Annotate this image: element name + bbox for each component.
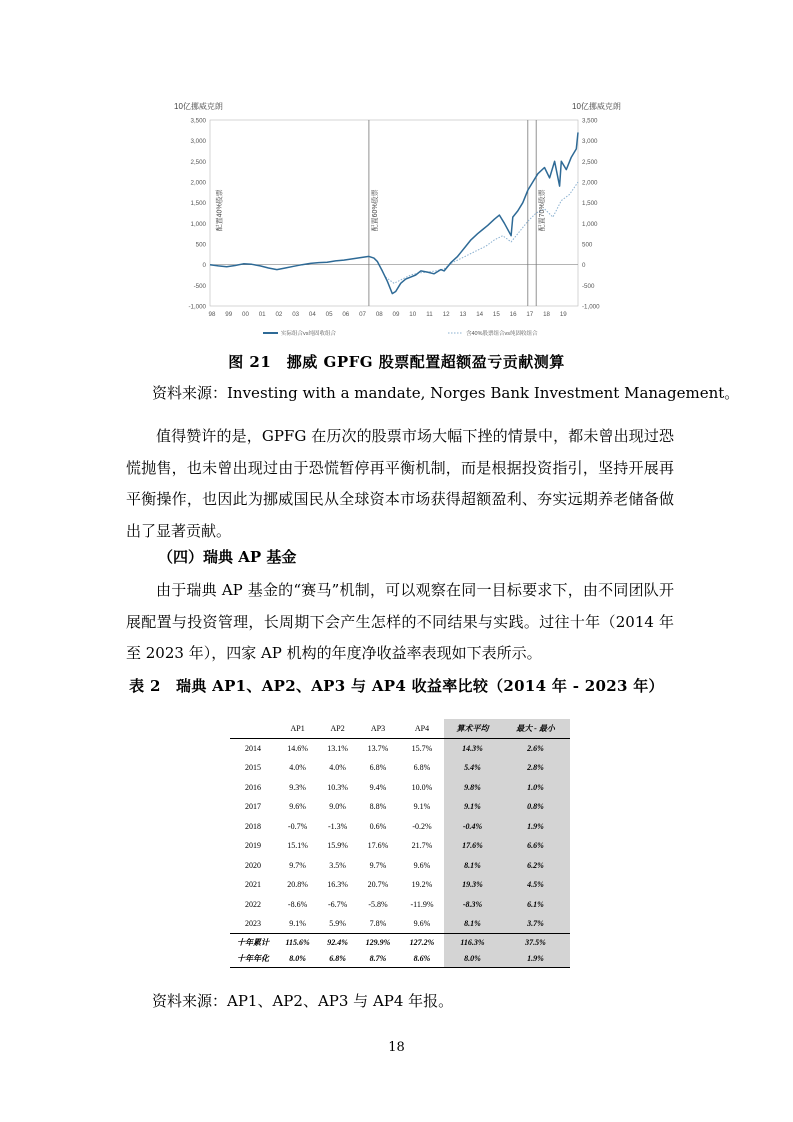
x-tick-label: 16: [509, 311, 517, 318]
table-cell: 6.2%: [501, 856, 570, 876]
header-cell: [230, 719, 276, 739]
table-cell: 13.7%: [367, 744, 389, 753]
gpfg-excess-return-chart: [168, 96, 621, 346]
year-cell: 2021: [245, 880, 261, 890]
table-cell: 14.3%: [444, 739, 501, 759]
year-cell: 2023: [245, 919, 261, 928]
header-cell: AP4: [400, 719, 444, 739]
body-paragraph-2: 由于瑞典 AP 基金的“赛马”机制，可以观察在同一目标要求下，由不同团队开展配置与投资管理，长周期下会产生怎样的不同结果与实践。过往十年（2014 年至 2023 年），四家 AP 机构的年度净收益率表现如下表所示。: [126, 581, 674, 662]
table-row: [230, 895, 570, 915]
x-tick-label: 01: [258, 311, 266, 318]
y-tick-label-right: -1,000: [582, 303, 600, 311]
table-cell: -0.7%: [287, 821, 308, 831]
table-cell: -0.2%: [412, 821, 432, 831]
x-tick-label: 06: [342, 311, 350, 318]
summary-label-cell: 十年累计: [230, 934, 276, 951]
table-cell: 3.5%: [329, 860, 346, 870]
table-row: [230, 817, 570, 837]
table-cell: 9.7%: [289, 860, 306, 870]
y-unit-right: 10亿挪威克朗: [572, 102, 621, 111]
table-cell: 20.7%: [367, 880, 389, 890]
summary-cell: 127.2%: [400, 934, 444, 951]
x-tick-label: 18: [543, 311, 550, 318]
summary-cell: 129.9%: [356, 934, 400, 951]
table-cell: 20.8%: [287, 880, 308, 890]
chart-grid: [210, 120, 578, 306]
summary-cell: 8.0%: [276, 951, 319, 968]
y-tick-label-left: -500: [193, 282, 206, 290]
figure-source: 资料来源：Investing with a mandate, Norges Bank Investment Management。: [152, 384, 740, 402]
x-tick-label: 04: [308, 311, 316, 318]
year-cell: 2016: [245, 782, 261, 792]
summary-cell: 8.0%: [444, 951, 501, 968]
table-cell: 19.2%: [411, 880, 433, 890]
y-tick-label-right: 1,500: [582, 200, 598, 208]
section-subheading: （四）瑞典 AP 基金: [158, 548, 297, 566]
x-tick-label: 13: [459, 311, 467, 318]
header-cell: 算术平均: [444, 719, 501, 739]
table-cell: -8.6%: [287, 899, 308, 909]
table-cell: 15.7%: [411, 744, 433, 753]
table-cell: 15.9%: [327, 841, 348, 851]
table-cell: 1.9%: [501, 817, 570, 837]
header-cell: AP1: [276, 719, 319, 739]
x-tick-label: 08: [375, 311, 383, 318]
year-cell: 2022: [245, 899, 261, 909]
summary-label-cell: 十年年化: [230, 951, 276, 968]
x-tick-label: 09: [392, 311, 400, 318]
table-row: [230, 836, 570, 856]
table-cell: 9.6%: [413, 919, 431, 928]
legend-label-actual: 实际组合vs纯固收组合: [281, 331, 337, 337]
year-cell: 2020: [245, 860, 261, 870]
summary-cell: 92.4%: [319, 934, 356, 951]
chart-legend: [263, 329, 538, 337]
table-row: [230, 739, 570, 759]
table-cell: 4.5%: [501, 875, 570, 895]
table-cell: 6.1%: [501, 895, 570, 915]
x-tick-label: 00: [242, 311, 249, 318]
x-tick-label: 05: [325, 311, 333, 318]
y-tick-label-right: 0: [582, 262, 586, 270]
x-tick-label: 17: [526, 311, 534, 318]
y-tick-label-left: 3,500: [190, 117, 206, 125]
summary-cell: 8.7%: [356, 951, 400, 968]
table-cell: 19.3%: [444, 875, 501, 895]
series-line-1: [386, 182, 578, 283]
table-cell: 15.1%: [287, 841, 308, 851]
y-tick-label-left: -1,000: [188, 303, 206, 311]
table-cell: 16.3%: [327, 880, 348, 890]
table-cell: -6.7%: [327, 899, 348, 909]
table-header-row: [230, 719, 570, 739]
x-tick-label: 15: [492, 311, 500, 318]
header-cell: AP3: [356, 719, 400, 739]
y-unit-left: 10亿挪威克朗: [174, 102, 223, 111]
allocation-annotation: 配置70%股票: [539, 189, 547, 232]
x-tick-label: 11: [426, 311, 433, 318]
table-row: [230, 797, 570, 817]
table-cell: 9.0%: [329, 802, 346, 812]
y-tick-label-right: 3,500: [582, 117, 598, 125]
table-summary-row: [230, 934, 570, 951]
year-cell: 2019: [245, 841, 261, 851]
chart-vlines: [369, 120, 536, 306]
body-paragraph-1: 值得赞许的是，GPFG 在历次的股票市场大幅下挫的情景中，都未曾出现过恐慌抛售，也未曾出现过由于恐慌暂停再平衡机制，而是根据投资指引，坚持开展再平衡操作，也因此为挪威国民从全球资本市场获得超额盈利、夯实远期养老储备做出了显著贡献。: [126, 427, 674, 540]
table-row: [230, 778, 570, 798]
chart-series: [210, 132, 578, 293]
table-cell: 10.3%: [327, 782, 348, 792]
table-summary-row: [230, 951, 570, 968]
table-row: [230, 856, 570, 876]
table-cell: 9.3%: [289, 782, 306, 792]
y-tick-label-right: 2,500: [582, 158, 598, 166]
y-tick-label-left: 2,000: [190, 179, 206, 187]
table-cell: 17.6%: [367, 841, 389, 851]
year-cell: 2014: [245, 744, 261, 753]
table-row: [230, 758, 570, 778]
y-tick-label-left: 1,000: [190, 220, 206, 228]
summary-cell: 6.8%: [319, 951, 356, 968]
table-cell: -0.4%: [444, 817, 501, 837]
table-cell: 0.6%: [369, 821, 387, 831]
x-tick-label: 02: [275, 311, 283, 318]
table-cell: 4.0%: [329, 763, 346, 773]
table-cell: 9.1%: [289, 919, 306, 928]
year-cell: 2018: [245, 821, 261, 831]
y-tick-label-right: 2,000: [582, 179, 598, 187]
y-tick-label-left: 1,500: [190, 200, 206, 208]
x-tick-label: 98: [208, 311, 216, 318]
y-tick-label-right: 500: [582, 241, 593, 249]
table-cell: 1.0%: [501, 778, 570, 798]
table-cell: 14.6%: [287, 744, 308, 753]
table-cell: 5.9%: [329, 919, 346, 928]
table-cell: 8.8%: [369, 802, 387, 812]
table-cell: 9.6%: [413, 860, 431, 870]
table-row: [230, 914, 570, 934]
table-cell: 2.8%: [501, 758, 570, 778]
summary-cell: 37.5%: [501, 934, 570, 951]
x-tick-label: 10: [409, 311, 417, 318]
ap-returns-table: [230, 719, 570, 968]
chart-annotations: [214, 189, 546, 231]
y-tick-label-left: 500: [195, 241, 206, 249]
table-row: [230, 875, 570, 895]
ap-returns-table-wrap: [230, 719, 570, 968]
series-line-0: [210, 132, 578, 293]
table-cell: 7.8%: [369, 919, 387, 928]
allocation-annotation: 配置40%股票: [216, 189, 224, 232]
table-cell: 6.6%: [501, 836, 570, 856]
y-tick-label-left: 0: [202, 262, 206, 270]
table-cell: 10.0%: [411, 782, 433, 792]
table-cell: -1.3%: [327, 821, 348, 831]
table-cell: 3.7%: [501, 914, 570, 934]
x-tick-label: 07: [359, 311, 366, 318]
table-cell: 13.1%: [327, 744, 348, 753]
allocation-annotation: 配置60%股票: [371, 189, 379, 232]
table-cell: 9.6%: [289, 802, 306, 812]
table-cell: 21.7%: [411, 841, 433, 851]
x-tick-label: 19: [559, 311, 567, 318]
y-tick-label-right: -500: [582, 282, 595, 290]
table-cell: 6.8%: [413, 763, 431, 773]
y-tick-label-right: 1,000: [582, 220, 598, 228]
table-cell: 4.0%: [289, 763, 306, 773]
x-tick-label: 12: [442, 311, 450, 318]
y-tick-label-right: 3,000: [582, 138, 598, 146]
summary-cell: 116.3%: [444, 934, 501, 951]
legend-label-40pct: 含40%股票组合vs纯固收组合: [466, 331, 538, 337]
table-cell: 9.8%: [444, 778, 501, 798]
table-cell: -8.3%: [444, 895, 501, 915]
x-tick-label: 03: [292, 311, 300, 318]
header-cell: 最大 - 最小: [501, 719, 570, 739]
table-cell: 6.8%: [369, 763, 387, 773]
y-tick-label-left: 3,000: [190, 138, 206, 146]
x-tick-labels: [209, 311, 568, 318]
table-cell: 8.1%: [444, 914, 501, 934]
table-cell: 2.6%: [501, 739, 570, 759]
table-cell: 9.7%: [369, 860, 387, 870]
table-cell: 8.1%: [444, 856, 501, 876]
table-cell: 5.4%: [444, 758, 501, 778]
x-tick-label: 14: [476, 311, 484, 318]
year-cell: 2015: [245, 763, 261, 773]
year-cell: 2017: [245, 802, 261, 812]
summary-cell: 8.6%: [400, 951, 444, 968]
summary-cell: 1.9%: [501, 951, 570, 968]
table-cell: 17.6%: [444, 836, 501, 856]
table-source: 资料来源：AP1、AP2、AP3 与 AP4 年报。: [152, 992, 454, 1010]
figure-caption: 图 21 挪威 GPFG 股票配置超额盈亏贡献测算: [228, 353, 565, 371]
summary-cell: 115.6%: [276, 934, 319, 951]
table-cell: 9.4%: [369, 782, 387, 792]
table-caption: 表 2 瑞典 AP1、AP2、AP3 与 AP4 收益率比较（2014 年 - 2023 年）: [129, 677, 664, 695]
page-number: 18: [388, 1040, 405, 1055]
plot-frame: [210, 120, 578, 306]
table-cell: -11.9%: [410, 899, 434, 909]
y-tick-label-left: 2,500: [190, 158, 206, 166]
x-tick-label: 99: [225, 311, 233, 318]
table-cell: 0.8%: [501, 797, 570, 817]
table-cell: -5.8%: [368, 899, 388, 909]
header-cell: AP2: [319, 719, 356, 739]
table-cell: 9.1%: [444, 797, 501, 817]
table-cell: 9.1%: [413, 802, 431, 812]
